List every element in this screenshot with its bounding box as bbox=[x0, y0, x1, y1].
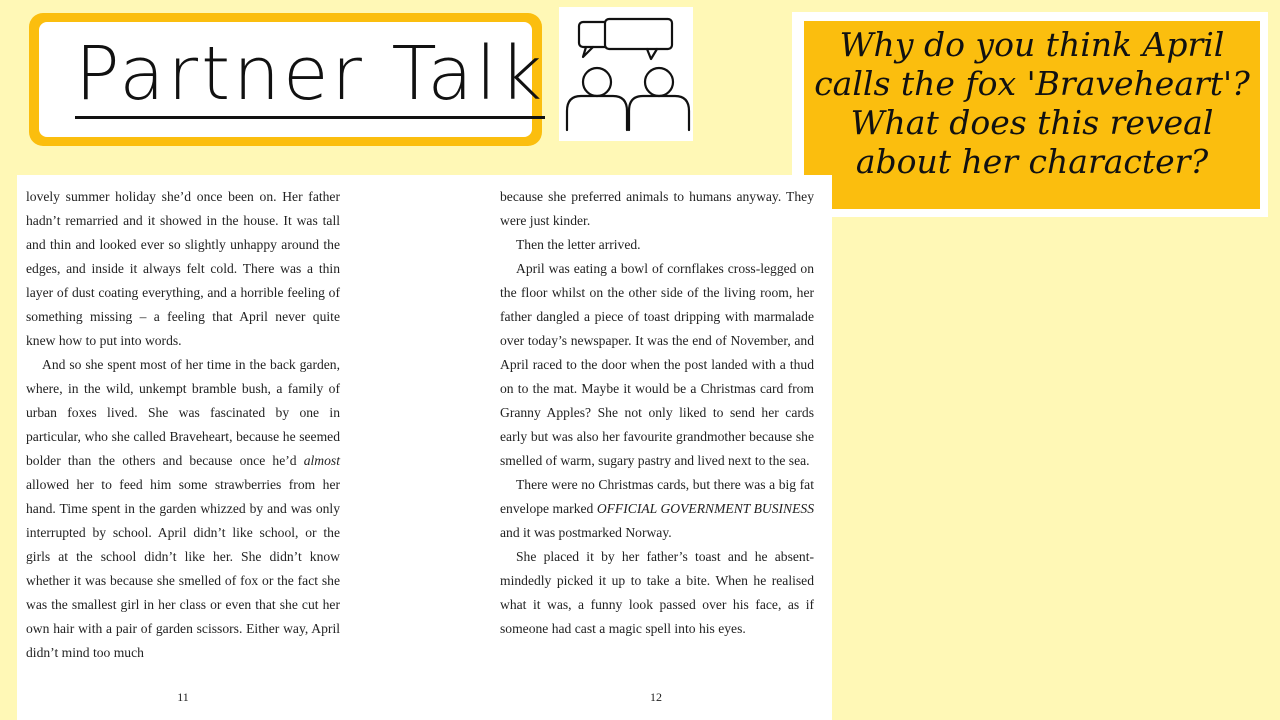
page-number-right: 12 bbox=[650, 690, 662, 704]
left-page-text bbox=[26, 185, 340, 665]
text-run: and it was postmarked Norway. bbox=[500, 525, 672, 540]
speech-bubbles-people-icon bbox=[559, 7, 693, 141]
page-title: Partner Talk bbox=[75, 31, 546, 117]
text-run: There were no Christmas cards, but there was a big fat envelope marked bbox=[500, 477, 814, 516]
paragraph bbox=[500, 473, 814, 545]
page-number-left: 11 bbox=[177, 690, 189, 704]
paragraph bbox=[26, 353, 340, 665]
book-spread bbox=[17, 175, 832, 720]
title-banner bbox=[29, 13, 546, 146]
question-card bbox=[792, 12, 1268, 217]
paragraph: Then the letter arrived. bbox=[516, 237, 641, 252]
discussion-question: Why do you think April calls the fox 'Braveheart'? What does this reveal about her character? bbox=[814, 25, 1250, 181]
title-panel bbox=[39, 22, 546, 137]
paragraph: lovely summer holiday she’d once been on. Her father hadn’t remarried and it showed in the house. It was tall and thin and looked ever so slightly unhappy around the edges, and inside it always felt cold. There was a thin layer of dust coating everything, and a horrible feeling of something missing – a feeling that April never quite knew how to put into words. bbox=[26, 189, 340, 348]
right-page-text bbox=[500, 185, 814, 641]
text-run: And so she spent most of her time in the back garden, where, in the wild, unkempt bramble bush, a family of urban foxes lived. She was fascinated by one in particular, who she called Braveheart, because he seemed bolder than the others and because once he’d bbox=[26, 357, 340, 468]
paragraph: because she preferred animals to humans anyway. They were just kinder. bbox=[500, 189, 814, 228]
italic-text: OFFICIAL GOVERNMENT BUSINESS bbox=[596, 501, 814, 516]
italic-text: almost bbox=[303, 453, 340, 468]
text-run: allowed her to feed him some strawberries from her hand. Time spent in the garden whizzed by and was only interrupted by school. April didn’t like school, or the girls at the school didn’t like her. She didn’t know whether it was because she smelled of fox or the fact she was the smallest girl in her class or even that she cut her own hair with a pair of garden scissors. Either way, April didn’t mind too much bbox=[26, 477, 340, 660]
paragraph: April was eating a bowl of cornflakes cross-legged on the floor whilst on the other side of the living room, her father dangled a piece of toast dripping with marmalade over today’s newspaper. It was the end of November, and April raced to the door when the post landed with a thud on to the mat. Maybe it would be a Christmas card from Granny Apples? She not only liked to send her cards early but was also her favourite grandmother because she smelled of warm, sugary pastry and lived next to the sea. bbox=[500, 261, 814, 468]
question-panel bbox=[804, 21, 1260, 209]
partner-talk-icon bbox=[559, 7, 693, 141]
paragraph: She placed it by her father’s toast and he absent-mindedly picked it up to take a bite. When he realised what it was, a funny look passed over his face, as if someone had cast a magic spell into his eyes. bbox=[500, 549, 814, 636]
